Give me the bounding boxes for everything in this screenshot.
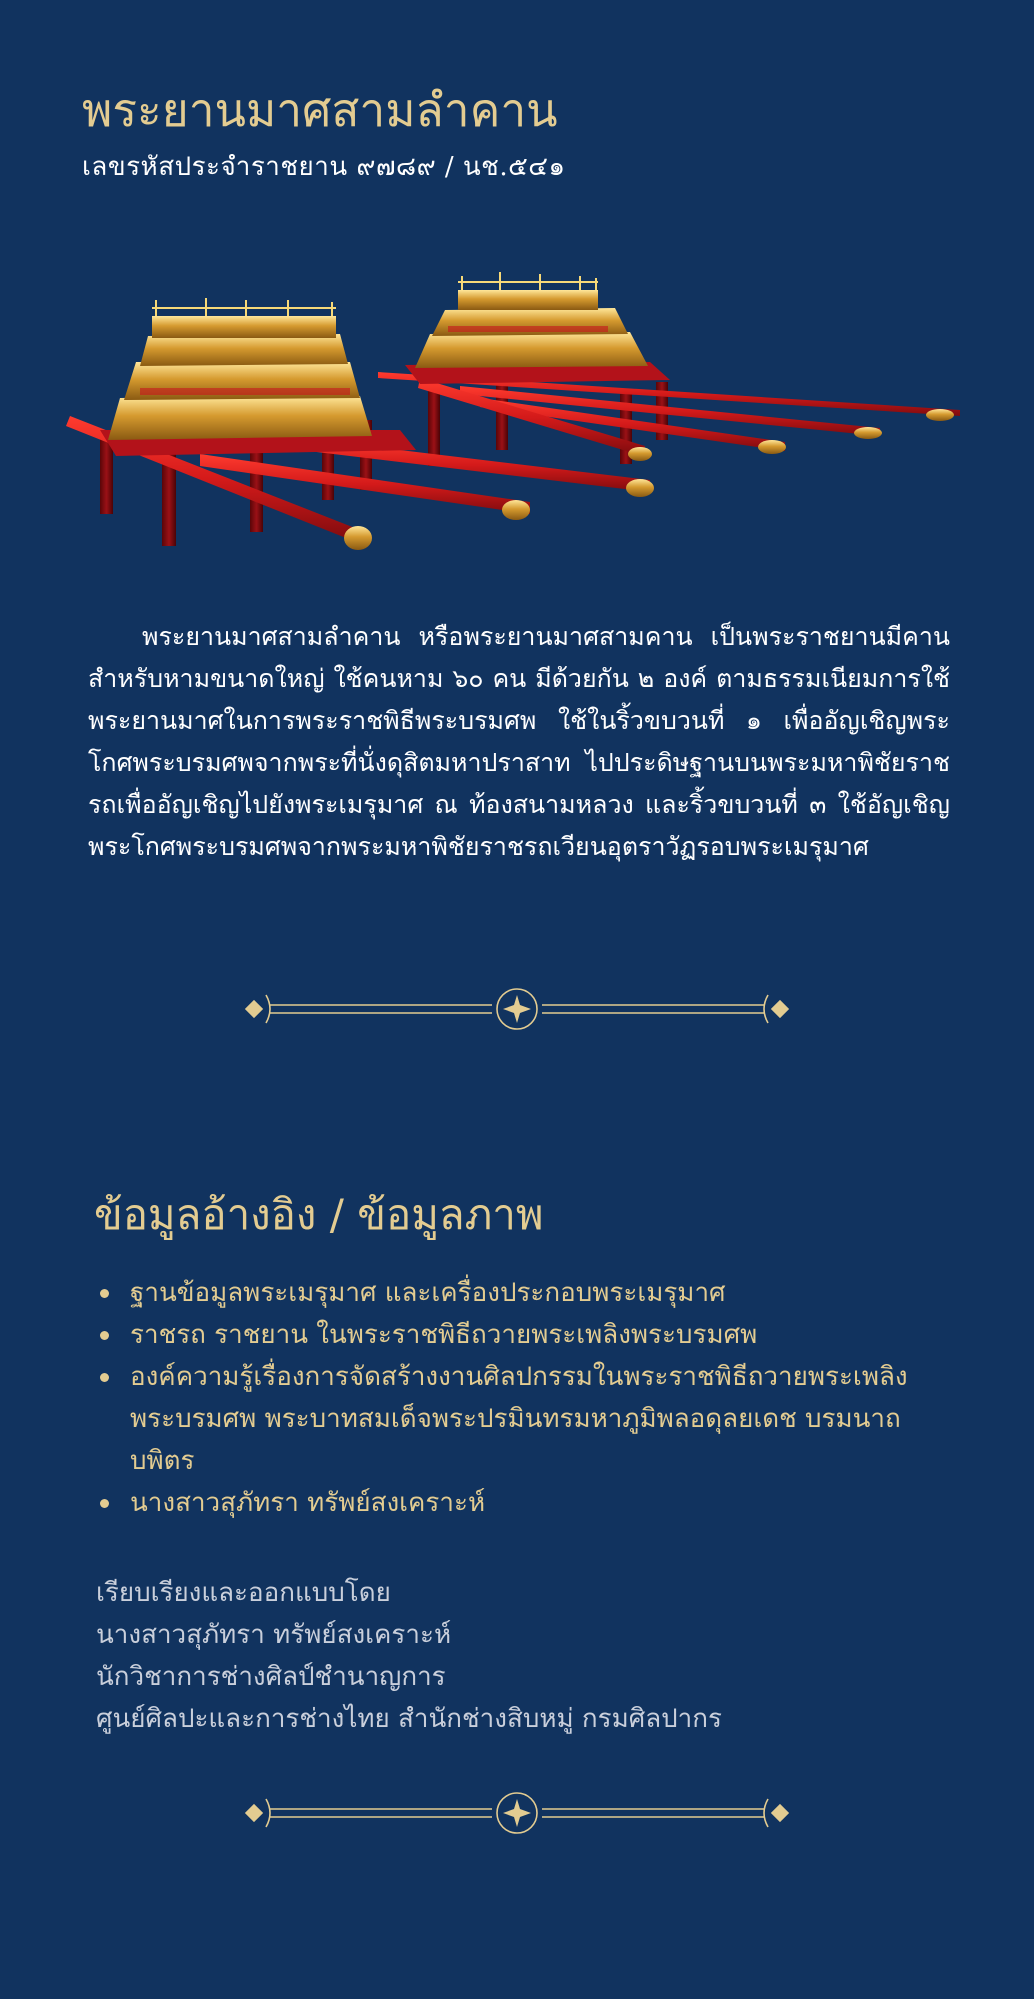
palanquin-image <box>60 270 970 580</box>
divider-ornament <box>236 985 798 1033</box>
credits-organization: ศูนย์ศิลปะและการช่างไทย สำนักช่างสิบหมู่ กรมศิลปากร <box>96 1704 722 1734</box>
palanquin-back <box>378 272 960 466</box>
sun-star-icon <box>503 995 531 1023</box>
description-paragraph: พระยานมาศสามลำคาน หรือพระยานมาศสามคาน เป็นพระราชยานมีคานสำหรับหามขนาดใหญ่ ใช้คนหาม ๖๐ คน มีด้วยกัน ๒ องค์ ตามธรรมเนียมการใช้พระยานมาศในการพระราชพิธีพระบรมศพ ใช้ในริ้วขบวนที่ ๑ เพื่ออัญเชิญพระโกศพระบรมศพจากพระที่นั่งดุสิตมหาปราสาท ไปประดิษฐานบนพระมหาพิชัยราชรถเพื่ออัญเชิญไปยังพระเมรุมาศ ณ ท้องสนามหลวง และริ้วขบวนที่ ๓ ใช้อัญเชิญพระโกศพระบรมศพจากพระมหาพิชัยราชรถเวียนอุตราวัฏรอบพระเมรุมาศ <box>88 622 950 861</box>
divider-ornament <box>236 1789 798 1837</box>
reference-item: ราชรถ ราชยาน ในพระราชพิธีถวายพระเพลิงพระบรมศพ <box>96 1314 916 1356</box>
registration-code: เลขรหัสประจำราชยาน ๙๗๘๙ / นช.๕๔๑ <box>82 152 566 182</box>
reference-item: ฐานข้อมูลพระเมรุมาศ และเครื่องประกอบพระเมรุมาศ <box>96 1272 916 1314</box>
page-title: พระยานมาศสามลำคาน <box>82 83 558 137</box>
credits-author: นางสาวสุภัทรา ทรัพย์สงเคราะห์ <box>96 1620 452 1650</box>
reference-item: นางสาวสุภัทรา ทรัพย์สงเคราะห์ <box>96 1482 916 1524</box>
references-heading: ข้อมูลอ้างอิง / ข้อมูลภาพ <box>94 1190 544 1239</box>
references-list <box>96 1272 916 1524</box>
credits-position: นักวิชาการช่างศิลป์ชำนาญการ <box>96 1662 446 1692</box>
sun-star-icon <box>503 1799 531 1827</box>
credits-line: เรียบเรียงและออกแบบโดย <box>96 1578 391 1608</box>
credits-block <box>96 1572 956 1740</box>
reference-item: องค์ความรู้เรื่องการจัดสร้างงานศิลปกรรมในพระราชพิธีถวายพระเพลิงพระบรมศพ พระบาทสมเด็จพระปรมินทรมหาภูมิพลอดุลยเดช บรมนาถบพิตร <box>96 1356 916 1482</box>
